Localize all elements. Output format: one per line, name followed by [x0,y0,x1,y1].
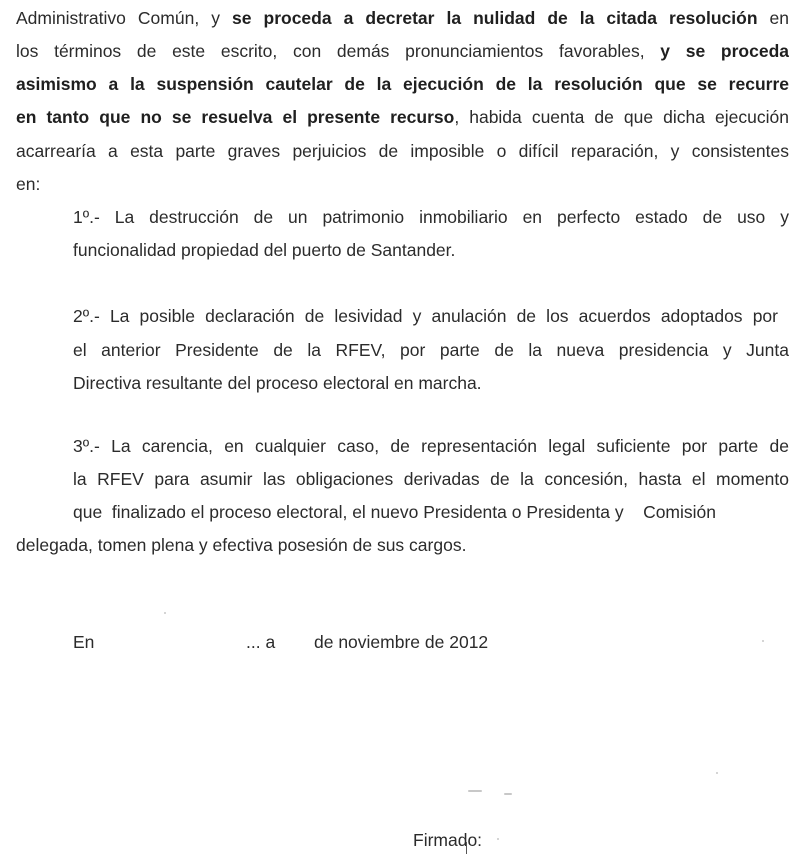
scan-speck [164,612,166,614]
item-2-line-3: Directiva resultante del proceso electoral en marcha. [73,373,482,393]
scan-speck [497,838,499,840]
intro-bold-text: y se proceda [660,41,789,61]
item-3-line-1: 3º.- La carencia, en cualquier caso, de representación legal suficiente por parte de [73,436,789,456]
item-1-line-2: funcionalidad propiedad del puerto de Santander. [73,240,456,260]
item-3-line-2: la RFEV para asumir las obligaciones derivadas de la concesión, hasta el momento [73,469,789,489]
scan-speck [468,790,482,792]
date-line-en: En [73,632,95,652]
intro-line-1 [16,7,789,29]
intro-bold-text: en tanto que no se resuelva el presente recurso [16,107,455,127]
item-2-line-2: el anterior Presidente de la RFEV, por parte de la nueva presidencia y Junta [73,340,789,360]
intro-text: en [757,8,789,28]
scan-speck [716,772,718,774]
intro-line-2 [16,40,789,62]
signature-label: Firmado: [413,830,483,850]
intro-line-5: acarrearía a esta parte graves perjuicios de imposible o difícil reparación, y consistentes [16,141,789,161]
signature-mark [466,842,467,854]
intro-text: los términos de este escrito, con demás pronunciamientos favorables, [16,41,661,61]
date-line-month-year: de noviembre de 2012 [314,632,489,652]
intro-line-4 [16,106,789,128]
item-2-line-1: 2º.- La posible declaración de lesividad y anulación de los acuerdos adoptados por [73,306,778,326]
scan-speck [762,640,764,642]
item-3-line-3: que finalizado el proceso electoral, el nuevo Presidenta o Presidenta y Comisión [73,502,717,522]
date-line-dots: ... a [246,632,276,652]
item-1-line-1: 1º.- La destrucción de un patrimonio inmobiliario en perfecto estado de uso y [73,207,789,227]
intro-bold-text: se proceda a decretar la nulidad de la citada resolución [232,8,758,28]
intro-text: Administrativo Común, y [16,8,233,28]
intro-text: , habida cuenta de que dicha ejecución [454,107,789,127]
item-3-line-4: delegada, tomen plena y efectiva posesión de sus cargos. [16,535,467,555]
intro-line-3: asimismo a la suspensión cautelar de la ejecución de la resolución que se recurre [16,74,789,94]
scan-speck [504,793,512,795]
intro-line-6: en: [16,174,41,194]
